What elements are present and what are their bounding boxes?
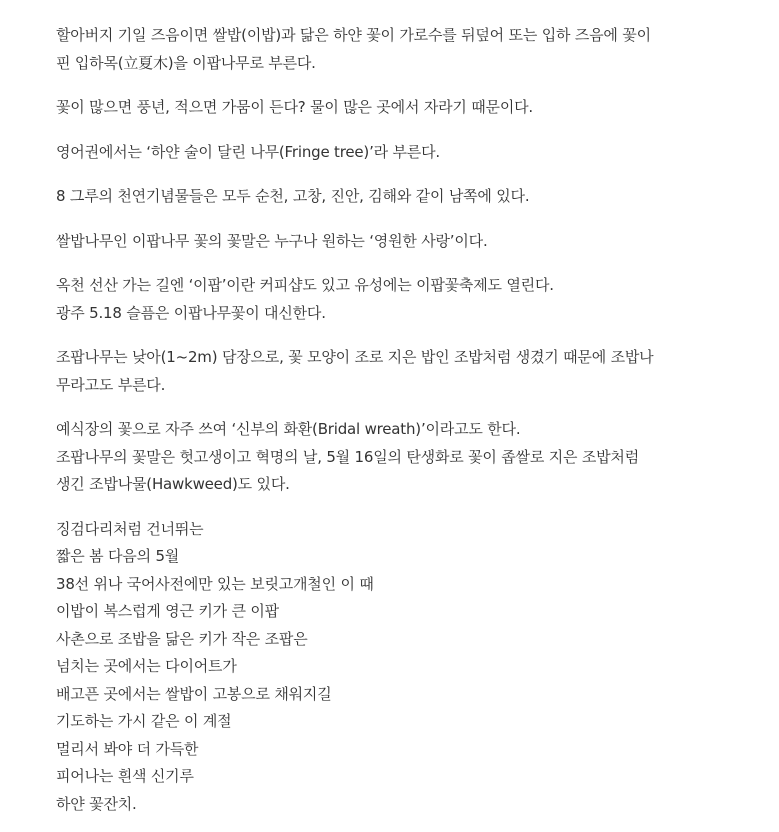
poem-line: 38선 위나 국어사전에만 있는 보릿고개철인 이 때 [56, 574, 374, 593]
paragraph [56, 228, 729, 256]
poem-line: 사촌으로 조밥을 닮은 키가 작은 조팝은 [56, 629, 308, 648]
paragraph-line: 무라고도 부른다. [56, 375, 166, 394]
paragraph [56, 183, 729, 211]
poem-line: 피어나는 흰색 신기루 [56, 767, 194, 785]
paragraph-line: 핀 입하목(立夏木)을 이팝나무로 부른다. [56, 53, 316, 72]
paragraph [56, 22, 729, 77]
paragraph [56, 139, 729, 167]
prose-section [56, 22, 729, 499]
paragraph-line: 8 그루의 천연기념물들은 모두 순천, 고창, 진안, 김해와 같이 남쪽에 있다. [56, 187, 530, 205]
paragraph-line: 예식장의 꽃으로 자주 쓰여 ‘신부의 화환(Bridal wreath)’이라고도 한다. [56, 420, 521, 438]
paragraph-line: 할아버지 기일 즈음이면 쌀밥(이밥)과 닮은 하얀 꽃이 가로수를 뒤덮어 또는 입하 즈음에 꽃이 [56, 26, 651, 44]
paragraph-line: 꽃이 많으면 풍년, 적으면 가뭄이 든다? 물이 많은 곳에서 자라기 때문이다. [56, 98, 533, 116]
paragraph-line: 쌀밥나무인 이팝나무 꽃의 꽃말은 누구나 원하는 ‘영원한 사랑’이다. [56, 231, 488, 250]
paragraph [56, 416, 729, 499]
poem-line: 짧은 봄 다음의 5월 [56, 547, 180, 565]
poem-line: 넘치는 곳에서는 다이어트가 [56, 657, 237, 675]
poem [56, 516, 729, 819]
poem-line: 징검다리처럼 건너뛰는 [56, 519, 204, 538]
paragraph-line: 영어권에서는 ‘하얀 술이 달린 나무(Fringe tree)’라 부른다. [56, 142, 440, 161]
paragraph-line: 광주 5.18 슬픔은 이팝나무꽃이 대신한다. [56, 303, 326, 322]
poem-line: 기도하는 가시 같은 이 계절 [56, 712, 232, 730]
paragraph [56, 94, 729, 122]
poem-line: 하얀 꽃잔치. [56, 794, 137, 813]
paragraph [56, 272, 729, 327]
paragraph-line: 조팝나무는 낮아(1~2m) 담장으로, 꽃 모양이 조로 지은 밥인 조밥처럼 생겼기 때문에 조밥나 [56, 348, 654, 366]
poem-line: 이밥이 복스럽게 영근 키가 큰 이팝 [56, 602, 279, 620]
paragraph-line: 옥천 선산 가는 길엔 ‘이팝’이란 커피샵도 있고 유성에는 이팝꽃축제도 열린다. [56, 276, 554, 294]
poem-line: 멀리서 봐야 더 가득한 [56, 739, 199, 758]
paragraph-line: 생긴 조밥나물(Hawkweed)도 있다. [56, 475, 290, 493]
paragraph-line: 조팝나무의 꽃말은 헛고생이고 혁명의 날, 5월 16일의 탄생화로 꽃이 좁쌀로 지은 조밥처럼 [56, 447, 640, 466]
poem-line: 배고픈 곳에서는 쌀밥이 고봉으로 채워지길 [56, 684, 332, 703]
paragraph [56, 344, 729, 399]
